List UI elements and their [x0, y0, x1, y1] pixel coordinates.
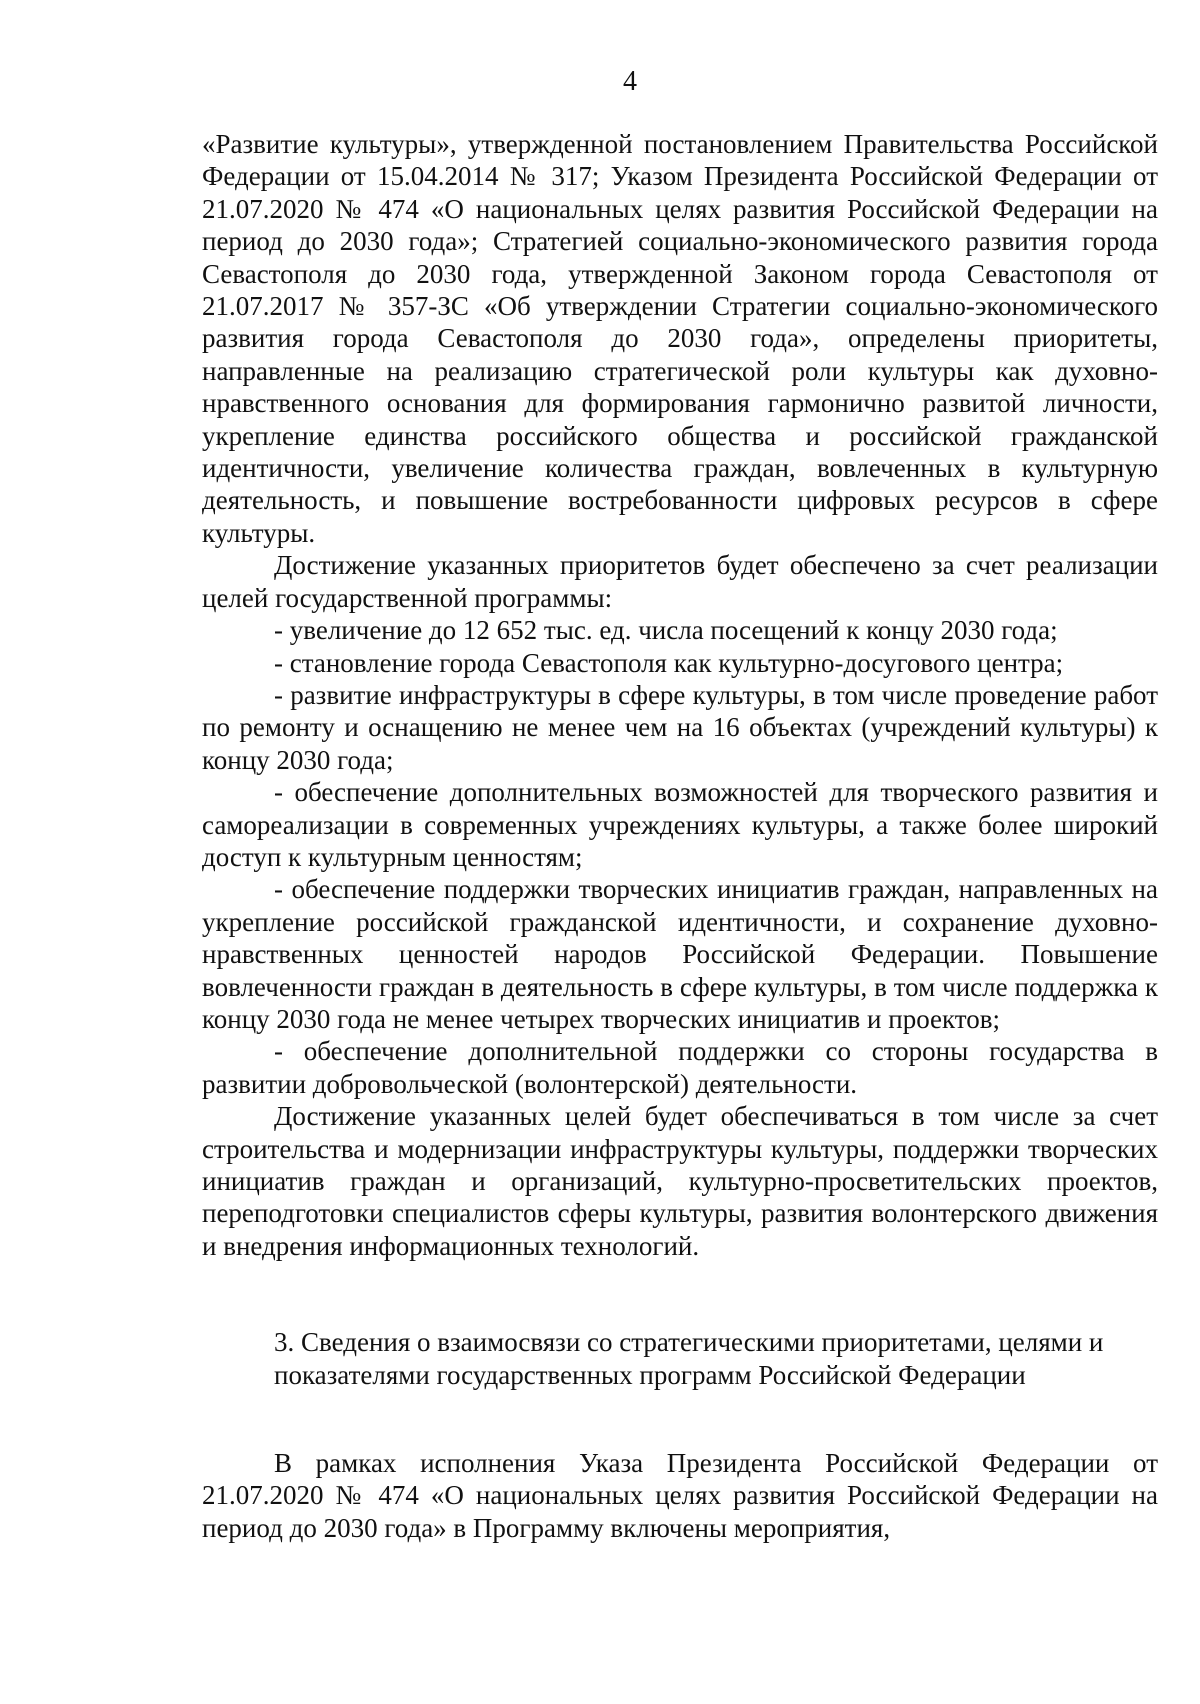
page-number: 4: [623, 66, 637, 97]
list-item-visits: - увеличение до 12 652 тыс. ед. числа посещений к концу 2030 года;: [274, 615, 1058, 646]
section-heading: [202, 1326, 1158, 1391]
paragraph-achievement-means: Достижение указанных целей будет обеспечиваться в том числе за счет строительства и модернизации инфраструктуры культуры, поддержки творческих инициатив граждан и организаций, культурно-просветительских проектов, переподготовки специалистов сферы культуры, развития волонтерского движения и внедрения информационных технологий.: [202, 1101, 1158, 1261]
list-item-leisure-center: - становление города Севастополя как культурно-досугового центра;: [274, 647, 1064, 678]
paragraph-decree-execution: В рамках исполнения Указа Президента Российской Федерации от 21.07.2020 № 474 «О национальных целях развития Российской Федерации на период до 2030 года» в Программу включены мероприятия,: [202, 1448, 1158, 1543]
paragraph-goals-intro: Достижение указанных приоритетов будет обеспечено за счет реализации целей государственной программы:: [202, 550, 1158, 613]
list-item-initiatives-support: - обеспечение поддержки творческих инициатив граждан, направленных на укрепление российской гражданской идентичности, и сохранение духовно-нравственных ценностей народов Российской Федерации. Повышение вовлеченности граждан в деятельность в сфере культуры, в том числе поддержка к концу 2030 года не менее четырех творческих инициатив и проектов;: [202, 874, 1158, 1034]
section-heading-line-1: 3. Сведения о взаимосвязи со стратегическими приоритетами, целями и: [274, 1327, 1104, 1358]
section-heading-line-2: показателями государственных программ Российской Федерации: [274, 1359, 1026, 1390]
list-item-infrastructure: - развитие инфраструктуры в сфере культуры, в том числе проведение работ по ремонту и оснащению не менее чем на 16 объектах (учреждений культуры) к концу 2030 года;: [202, 679, 1158, 775]
paragraph-priorities: «Развитие культуры», утвержденной постановлением Правительства Российской Федерации от 15.04.2014 № 317; Указом Президента Российской Федерации от 21.07.2020 № 474 «О национальных целях развития Российской Федерации на период до 2030 года»; Стратегией социально-экономического развития города Севастополя до 2030 года, утвержденной Законом города Севастополя от 21.07.2017 № 357-ЗС «Об утверждении Стратегии социально-экономического развития города Севастополя до 2030 года», определены приоритеты, направленные на реализацию стратегической роли культуры как духовно-нравственного основания для формирования гармонично развитой личности, укрепление единства российского общества и российской гражданской идентичности, увеличение количества граждан, вовлеченных в культурную деятельность, и повышение востребованности цифровых ресурсов в сфере культуры.: [202, 129, 1158, 548]
list-item-creative-opportunities: - обеспечение дополнительных возможностей для творческого развития и самореализации в современных учреждениях культуры, а также более широкий доступ к культурным ценностям;: [202, 777, 1158, 872]
list-item-volunteering: - обеспечение дополнительной поддержки со стороны государства в развитии добровольческой (волонтерской) деятельности.: [202, 1036, 1158, 1099]
document-body: [202, 128, 1158, 1544]
